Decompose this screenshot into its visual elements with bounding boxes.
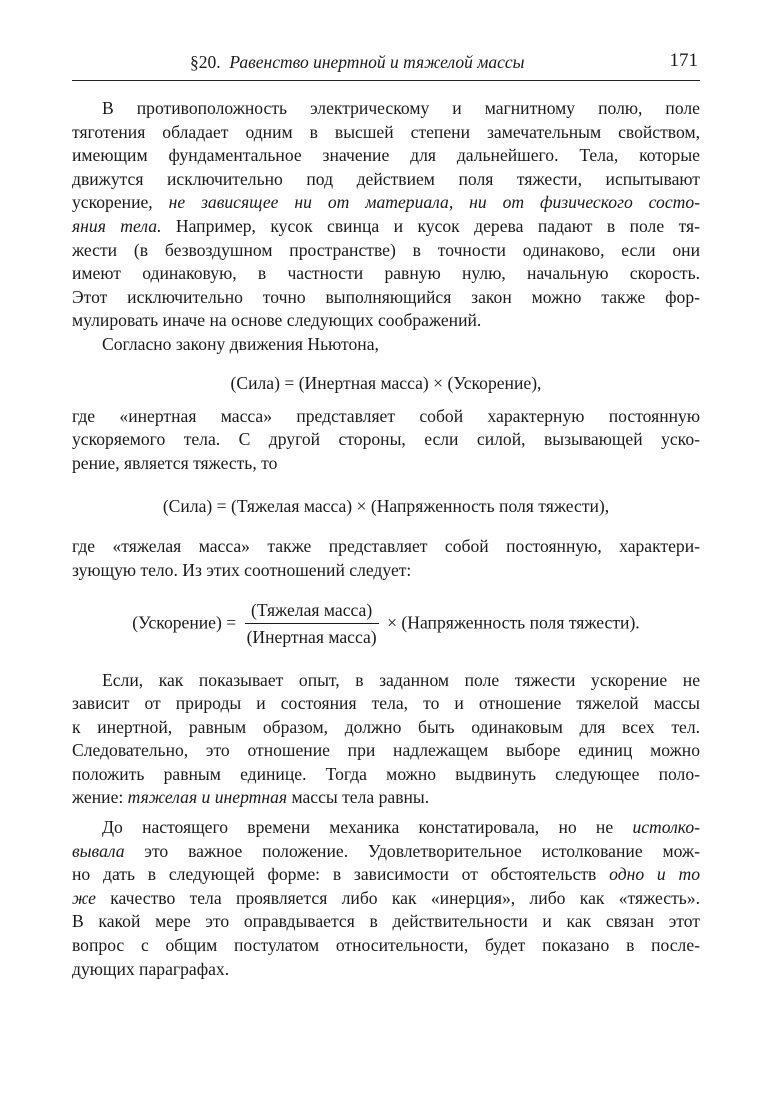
emphasis: же [72,887,96,908]
text-line: В противоположность электрическому и магнитному полю, поле [102,98,700,118]
text-line [72,215,700,239]
formula-force-gravitational: (Сила) = (Тяжелая масса) × (Напряженность поля тяжести), [162,496,610,517]
text-line: зующую тело. Из этих соотношений следует: [72,559,412,580]
text-line [72,786,700,810]
text-line: жести (в безвоздушном пространстве) в точности одинаково, если они [72,239,700,260]
text-run: Например, кусок свинца и кусок дерева падают в поле тя- [161,215,700,236]
text-line: движутся исключительно под действием поля тяжести, испытывают [72,168,700,189]
text-run: массы тела равны. [287,787,430,808]
paragraph-4 [72,535,700,582]
text-run: жение: [72,787,128,808]
text-line: где «тяжелая масса» также представляет собой постоянную, характери- [72,536,700,557]
text-line: Если, как показывает опыт, в заданном поле тяжести ускорение не [102,669,700,690]
text-line: к инертной, равным образом, должно быть одинаковым для всех тел. [72,716,700,737]
text-line: ускоряемого тела. С другой стороны, если силой, вызывающей уско- [72,429,700,450]
text-line: дующих параграфах. [72,958,230,979]
section-symbol: §20. [190,52,221,72]
paragraph-1 [72,97,700,333]
text-line: имеющим фундаментальное значение для дальнейшего. Тела, которые [72,145,700,166]
text-line: Этот исключительно точно выполняющийся закон можно также фор- [72,286,700,307]
text-line: рение, является тяжесть, то [72,452,278,473]
text-run: но дать в следующей форме: в зависимости от обстоятельств [72,864,610,885]
emphasis: не зависящее ни от материала, ни от физического состо- [168,192,701,213]
formula-acceleration [72,599,700,651]
text-run: качество тела проявляется либо как «инерция», либо как «тяжесть». [95,887,700,908]
text-line: Следовательно, это отношение при надлежащем выборе единиц можно [72,740,700,761]
paragraph-6 [72,816,700,981]
body-text [72,97,700,981]
formula-lhs: (Ускорение) = [132,612,237,633]
text-run: ускорение, [72,192,169,213]
section-heading [190,52,525,73]
text-line: тяготения обладает одним в высшей степени замечательным свойством, [72,121,700,142]
text-line [72,863,700,887]
text-line [72,887,700,911]
text-line: имеют одинаковую, в частности равную нулю, начальную скорость. [72,263,700,284]
text-line: В какой мере это оправдывается в действительности и как связан этот [72,911,700,932]
section-title: Равенство инертной и тяжелой массы [229,52,525,72]
emphasis: яния тела. [72,215,162,236]
emphasis: истолко- [632,817,700,838]
fraction-denominator: (Инертная масса) [246,626,377,647]
text-run: До настоящего времени механика констатировала, но не [102,817,633,838]
paragraph-2 [72,333,700,357]
formula-rhs: × (Напряженность поля тяжести). [387,612,640,633]
fraction [245,599,379,648]
emphasis: одно и то [609,864,701,885]
emphasis: тяжелая и инертная [127,787,288,808]
text-line [72,191,700,215]
emphasis: вывала [72,840,125,861]
fraction-numerator: (Тяжелая масса) [245,599,379,624]
text-line [72,840,700,864]
text-line [72,816,700,840]
text-line: где «инертная масса» представляет собой характерную постоянную [72,405,700,426]
formula-force-inertial: (Сила) = (Инертная масса) × (Ускорение), [230,372,542,393]
running-header [72,50,700,81]
paragraph-5 [72,669,700,811]
text-line: положить равным единице. Тогда можно выдвинуть следующее поло- [72,763,700,784]
text-line: Согласно закону движения Ньютона, [102,333,379,354]
text-line: вопрос с общим постулатом относительности, будет показано в после- [72,935,700,956]
text-line: зависит от природы и состояния тела, то и отношение тяжелой массы [72,693,700,714]
text-run: это важное положение. Удовлетворительное истолкование мож- [124,840,700,861]
page-number: 171 [669,50,698,71]
text-line: мулировать иначе на основе следующих соображений. [72,310,482,331]
paragraph-3 [72,405,700,476]
